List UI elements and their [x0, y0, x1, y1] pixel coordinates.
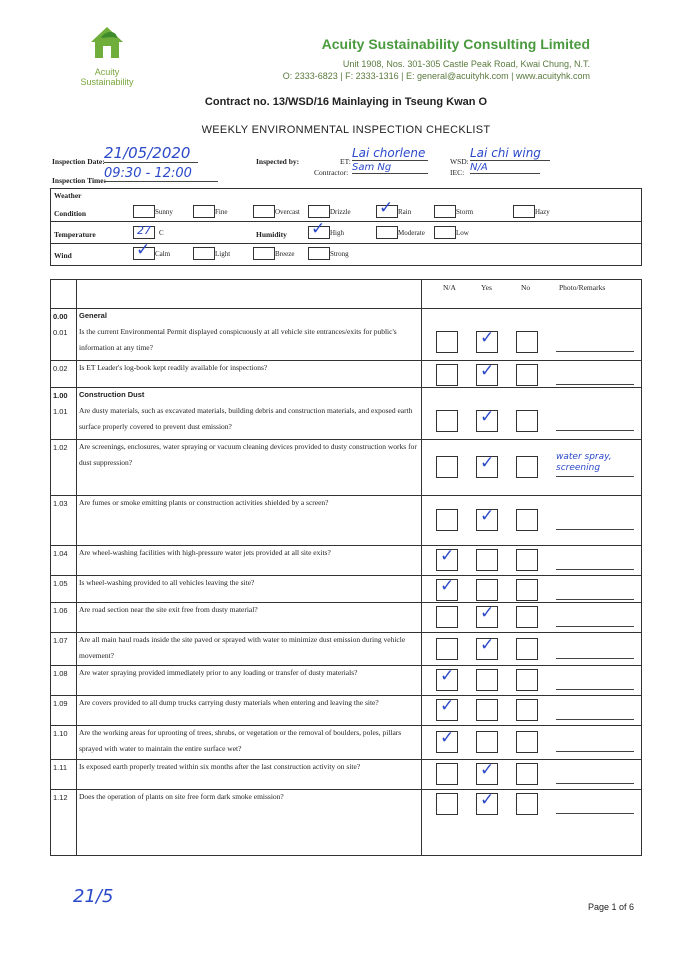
answer-box-no[interactable] — [516, 331, 538, 353]
option-box-strong[interactable] — [308, 247, 330, 260]
question-text: Are wheel-washing facilities with high-pressure water jets provided at all site exits? — [79, 548, 331, 557]
divider — [76, 280, 77, 855]
inspection-date-label: Inspection Date: — [52, 157, 105, 166]
answer-box-na[interactable] — [436, 763, 458, 785]
answer-box-yes[interactable] — [476, 328, 498, 353]
check-mark-icon: ✓ — [480, 603, 495, 623]
row-number: 1.11 — [53, 763, 68, 772]
question-text: Are dusty materials, such as excavated materials, building debris and construction materials, and exposed earth surface properly covered to prevent dust emission? — [79, 406, 413, 431]
row-number: 1.00 — [53, 391, 68, 400]
answer-box-no[interactable] — [516, 410, 538, 432]
option-box-calm[interactable] — [133, 240, 155, 260]
question-text: Is wheel-washing provided to all vehicles leaving the site? — [79, 578, 255, 587]
check-mark-icon: ✓ — [480, 361, 495, 381]
contract-title: Contract no. 13/WSD/16 Mainlaying in Tseung Kwan O — [204, 96, 488, 108]
remarks-field[interactable] — [556, 751, 634, 752]
option-label-drizzle: Drizzle — [330, 208, 351, 216]
question-text: Are water spraying provided immediately prior to any loading or transfer of dusty materials? — [79, 668, 358, 677]
option-box-moderate[interactable] — [376, 226, 398, 239]
check-mark-icon: ✓ — [480, 760, 495, 780]
check-mark-icon: ✓ — [440, 728, 455, 748]
question-text: Is exposed earth properly treated within six months after the last construction activity on site? — [79, 762, 361, 771]
answer-box-yes[interactable] — [476, 731, 498, 753]
company-name: Acuity Sustainability Consulting Limited — [321, 36, 590, 52]
answer-box-no[interactable] — [516, 793, 538, 815]
question-text: Are fumes or smoke emitting plants or construction activities shielded by a screen? — [79, 498, 329, 507]
answer-box-yes[interactable] — [476, 549, 498, 571]
answer-box-na[interactable] — [436, 666, 458, 691]
iec-label: IEC: — [450, 168, 465, 177]
check-mark-icon: ✓ — [440, 546, 455, 566]
wsd-label: WSD: — [450, 157, 469, 166]
col-header-yes: Yes — [481, 283, 492, 292]
logo-text: Acuity — [94, 67, 120, 77]
col-header-remarks: Photo/Remarks — [559, 283, 606, 292]
remarks-field[interactable] — [556, 689, 634, 690]
remarks-field[interactable] — [556, 599, 634, 600]
option-box-overcast[interactable] — [253, 205, 275, 218]
check-mark-icon: ✓ — [440, 576, 455, 596]
inspected-by-label: Inspected by: — [256, 157, 300, 166]
inspection-date-value[interactable]: 21/05/2020 — [104, 144, 198, 163]
check-mark-icon: ✓ — [440, 696, 455, 716]
contact-line: O: 2333-6823 | F: 2333-1316 | E: general@acuityhk.com | www.acuityhk.com — [282, 71, 590, 81]
remarks-field[interactable] — [556, 783, 634, 784]
remarks-text: water spray, screening — [556, 452, 612, 473]
answer-box-yes[interactable] — [476, 669, 498, 691]
answer-box-na[interactable] — [436, 576, 458, 601]
option-box-low[interactable] — [434, 226, 456, 239]
remarks-field[interactable] — [556, 529, 634, 530]
et-label: ET: — [340, 157, 351, 166]
company-logo — [76, 24, 138, 90]
temperature-value: 27 — [137, 224, 151, 237]
answer-box-no[interactable] — [516, 549, 538, 571]
answer-box-no[interactable] — [516, 509, 538, 531]
option-label-calm: Calm — [155, 250, 171, 258]
question-text: Are the working areas for uprooting of trees, shrubs, or vegetation or the removal of boulders, poles, pillars sprayed with water to maintain the entire surface wet? — [79, 728, 402, 753]
check-mark-icon: ✓ — [136, 240, 151, 260]
option-label-storm: Storm — [456, 208, 474, 216]
check-mark-icon: ✓ — [311, 219, 326, 239]
row-number: 1.01 — [53, 407, 68, 416]
divider — [51, 221, 641, 222]
answer-box-na[interactable] — [436, 606, 458, 628]
et-value[interactable]: Lai chorlene — [352, 146, 428, 161]
option-label-rain: Rain — [398, 208, 412, 216]
house-leaf-icon — [87, 24, 127, 62]
weather-title: Weather — [54, 191, 82, 200]
answer-box-na[interactable] — [436, 410, 458, 432]
weather-panel — [50, 188, 642, 266]
check-mark-icon: ✓ — [440, 666, 455, 686]
option-box-sunny[interactable] — [133, 205, 155, 218]
option-label-light: Light — [215, 250, 231, 258]
check-mark-icon: ✓ — [480, 790, 495, 810]
humidity-label: Humidity — [256, 230, 287, 239]
row-number: 1.08 — [53, 669, 68, 678]
answer-box-yes[interactable] — [476, 361, 498, 386]
answer-box-na[interactable] — [436, 638, 458, 660]
row-number: 1.09 — [53, 699, 68, 708]
remarks-field[interactable] — [556, 569, 634, 570]
row-number: 1.05 — [53, 579, 68, 588]
question-text: Does the operation of plants on site free form dark smoke emission? — [79, 792, 284, 801]
question-text: Are screenings, enclosures, water spraying or vacuum cleaning devices provided to dusty construction works for dust suppression? — [79, 442, 417, 467]
section-heading: General — [79, 311, 107, 320]
option-box-light[interactable] — [193, 247, 215, 260]
question-text: Is ET Leader's log-book kept readily available for inspections? — [79, 363, 268, 372]
option-label-sunny: Sunny — [155, 208, 173, 216]
company-address — [230, 58, 590, 82]
answer-box-na[interactable] — [436, 456, 458, 478]
option-label-fine: Fine — [215, 208, 228, 216]
contractor-value[interactable]: Sam Ng — [352, 162, 428, 174]
option-box-rain[interactable] — [376, 198, 398, 218]
answer-box-na[interactable] — [436, 509, 458, 531]
remarks-field[interactable] — [556, 351, 634, 352]
question-text: Are road section near the site exit free from dusty material? — [79, 605, 258, 614]
remarks-field[interactable] — [556, 719, 634, 720]
answer-box-no[interactable] — [516, 456, 538, 478]
answer-box-yes[interactable] — [476, 634, 498, 660]
option-box-storm[interactable] — [434, 205, 456, 218]
check-mark-icon: ✓ — [379, 198, 394, 218]
answer-box-no[interactable] — [516, 364, 538, 386]
option-label-overcast: Overcast — [275, 208, 300, 216]
answer-box-no[interactable] — [516, 731, 538, 753]
page-title: WEEKLY ENVIRONMENTAL INSPECTION CHECKLIST — [201, 124, 491, 136]
row-number: 1.06 — [53, 606, 68, 615]
row-number: 1.03 — [53, 499, 68, 508]
question-text: Are all main haul roads inside the site paved or sprayed with water to minimize dust emission during vehicle movement? — [79, 635, 406, 660]
section-heading: Construction Dust — [79, 390, 145, 399]
page-number: Page 1 of 6 — [588, 902, 635, 912]
option-box-high[interactable] — [308, 219, 330, 239]
check-mark-icon: ✓ — [480, 634, 495, 655]
row-number: 1.02 — [53, 443, 68, 452]
answer-box-na[interactable] — [436, 331, 458, 353]
answer-box-na[interactable] — [436, 793, 458, 815]
logo-subtext: Sustainability — [80, 77, 134, 87]
option-label-breeze: Breeze — [275, 250, 295, 258]
contractor-label: Contractor: — [314, 168, 349, 177]
question-text: Are covers provided to all dump trucks carrying dusty materials when entering and leaving the site? — [79, 698, 379, 707]
answer-box-na[interactable] — [436, 728, 458, 753]
answer-box-yes[interactable] — [476, 506, 498, 531]
answer-box-no[interactable] — [516, 638, 538, 660]
option-label-moderate: Moderate — [398, 229, 425, 237]
answer-box-yes[interactable] — [476, 760, 498, 785]
option-label-low: Low — [456, 229, 469, 237]
col-header-na: N/A — [443, 283, 456, 292]
address-line: Unit 1908, Nos. 301-305 Castle Peak Road, Kwai Chung, N.T. — [342, 59, 590, 69]
check-mark-icon: ✓ — [480, 328, 495, 348]
row-number: 1.10 — [53, 729, 68, 738]
option-box-hazy[interactable] — [513, 205, 535, 218]
answer-box-yes[interactable] — [476, 790, 498, 815]
answer-box-no[interactable] — [516, 763, 538, 785]
temperature-label: Temperature — [54, 230, 96, 239]
answer-box-no[interactable] — [516, 669, 538, 691]
handwritten-date: 21/5 — [73, 886, 114, 907]
remarks-field[interactable] — [556, 430, 634, 431]
iec-value[interactable]: N/A — [470, 162, 540, 174]
checklist-table — [50, 279, 642, 856]
row-number: 1.04 — [53, 549, 68, 558]
option-label-high: High — [330, 229, 344, 237]
wsd-value[interactable]: Lai chi wing — [470, 146, 550, 161]
answer-box-no[interactable] — [516, 606, 538, 628]
remarks-field[interactable] — [556, 452, 634, 477]
remarks-field[interactable] — [556, 658, 634, 659]
inspection-time-label: Inspection Time: — [52, 176, 107, 185]
row-number: 1.07 — [53, 636, 68, 645]
row-number: 1.12 — [53, 793, 68, 802]
row-number: 0.02 — [53, 364, 68, 373]
answer-box-na[interactable] — [436, 364, 458, 386]
condition-label: Condition — [54, 209, 87, 218]
remarks-field[interactable] — [556, 626, 634, 627]
answer-box-no[interactable] — [516, 579, 538, 601]
answer-box-yes[interactable] — [476, 579, 498, 601]
question-text: Is the current Environmental Permit displayed conspicuously at all vehicle site entrances/exits for public's information at any time? — [79, 327, 397, 352]
col-header-no: No — [521, 283, 531, 292]
answer-box-yes[interactable] — [476, 603, 498, 628]
answer-box-yes[interactable] — [476, 407, 498, 432]
option-label-hazy: Hazy — [535, 208, 550, 216]
divider — [421, 280, 422, 855]
check-mark-icon: ✓ — [480, 506, 495, 526]
option-label-strong: Strong — [330, 250, 349, 258]
answer-box-na[interactable] — [436, 546, 458, 571]
remarks-field[interactable] — [556, 813, 634, 814]
inspection-time-value[interactable]: 09:30 - 12:00 — [104, 166, 218, 182]
wind-label: Wind — [54, 251, 72, 260]
row-number: 0.00 — [53, 312, 68, 321]
option-box-drizzle[interactable] — [308, 205, 330, 218]
answer-box-na[interactable] — [436, 696, 458, 721]
answer-box-yes[interactable] — [476, 453, 498, 478]
check-mark-icon: ✓ — [480, 407, 495, 427]
check-mark-icon: ✓ — [480, 453, 495, 473]
answer-box-yes[interactable] — [476, 699, 498, 721]
temperature-unit: C — [159, 229, 164, 237]
answer-box-no[interactable] — [516, 699, 538, 721]
option-box-fine[interactable] — [193, 205, 215, 218]
option-box-breeze[interactable] — [253, 247, 275, 260]
temperature-box[interactable] — [133, 226, 155, 239]
remarks-field[interactable] — [556, 384, 634, 385]
row-number: 0.01 — [53, 328, 68, 337]
